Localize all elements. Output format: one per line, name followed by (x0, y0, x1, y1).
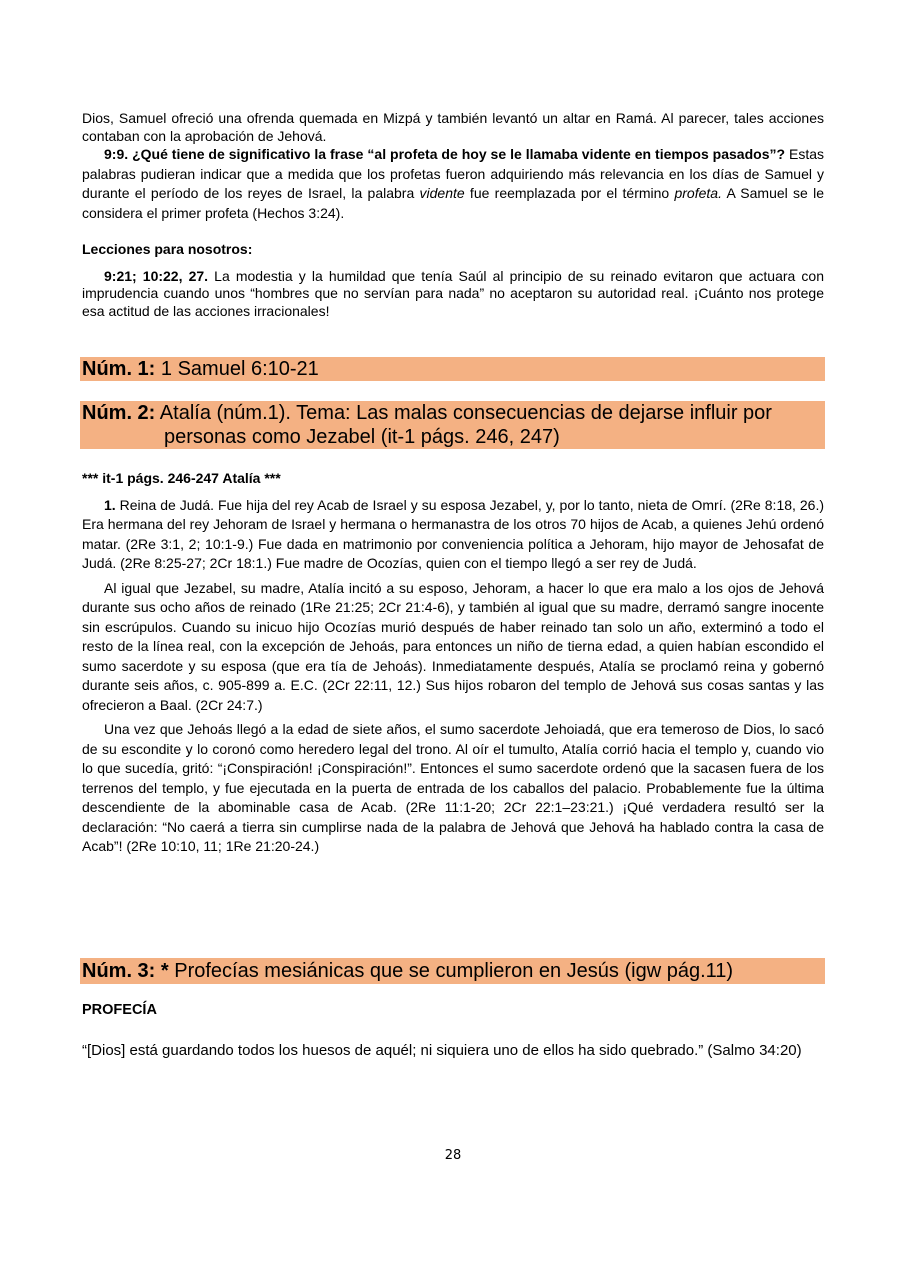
page-number: 28 (444, 1148, 462, 1163)
lessons-paragraph: 9:21; 10:22, 27. La modestia y la humildad que tenía Saúl al principio de su reinado evitaron que actuara con imprudencia cuando unos “hombres que no servían para nada” no aceptaron su autoridad real. ¡Cuánto nos protege esa actitud de las acciones irracionales! (82, 267, 824, 319)
num3-text: Profecías mesiánicas que se cumplieron en Jesús (igw pág.11) (174, 960, 734, 982)
num2-text-line1: Atalía (núm.1). Tema: Las malas consecuencias de dejarse influir por (159, 402, 772, 424)
num2-band (80, 401, 825, 449)
lessons-heading: Lecciones para nosotros: (82, 241, 253, 257)
profecia-heading: PROFECÍA (82, 1002, 157, 1018)
intro-paragraph-1: Dios, Samuel ofreció una ofrenda quemada en Mizpá y también levantó un altar en Ramá. Al parecer, tales acciones contaban con la aprobación de Jehová. (82, 110, 824, 144)
question-ref: 9:9. ¿Qué tiene de significativo la frase “al profeta de hoy se le llamaba vidente en tiempos pasados”? (104, 146, 786, 162)
num3-label: Núm. 3: * (82, 960, 169, 982)
atalia-paragraph-2: Al igual que Jezabel, su madre, Atalía incitó a su esposo, Jehoram, a hacer lo que era malo a los ojos de Jehová durante sus ocho años de reinado (1Re 21:25; 2Cr 21:4-6), y también al igual que su madre, derramó sangre inocente sin escrúpulos. Cuando su inicuo hijo Ocozías murió después de haber reinado tan solo un año, exterminó a todo el resto de la línea real, con la excepción de Jehoás, para entonces un niño de tierna edad, a quien habían escondido el sumo sacerdote y su esposa (que era tía de Jehoás). Inmediatamente después, Atalía se proclamó reina y gobernó durante seis años, c. 905-899 a. E.C. (2Cr 22:11, 12.) Sus hijos robaron del templo de Jehová sus cosas santas y las ofrecieron a Baal. (2Cr 24:7.) (82, 579, 824, 713)
profecia-text: “[Dios] está guardando todos los huesos de aquél; ni siquiera uno de ellos ha sido quebrado.” (Salmo 34:20) (82, 1041, 802, 1059)
intro-paragraph-2: 9:9. ¿Qué tiene de significativo la frase “al profeta de hoy se le llamaba vidente en tiempos pasados”? Estas palabras pudieran indicar que a medida que los profetas fueron adquiriendo más relevancia en los días de Samuel y durante el período de los reyes de Israel, la palabra vidente fue reemplazada por el término profeta. A Samuel se le considera el primer profeta (Hechos 3:24). (82, 146, 825, 221)
profecia-section (82, 1001, 824, 1061)
atalia-section (82, 469, 824, 857)
num2-text-line2: personas como Jezabel (it-1 págs. 246, 247) (164, 426, 560, 448)
atalia-paragraph-3: Una vez que Jehoás llegó a la edad de siete años, el sumo sacerdote Jehoiadá, que era temeroso de Dios, lo sacó de su escondite y lo coronó como heredero legal del trono. Al oír el tumulto, Atalía corrió hacia el templo y, cuando vio lo que sucedía, gritó: “¡Conspiración! ¡Conspiración!”. Entonces el sumo sacerdote ordenó que la sacasen fuera de los terrenos del templo, y fue ejecutada en la puerta de entrada de los caballos del palacio. Probablemente fue la última descendiente de la abominable casa de Acab. (2Re 11:1-20; 2Cr 22:1–23:21.) ¡Qué verdadera resultó ser la declaración: “No caerá a tierra sin cumplirse nada de la palabra de Jehová que Jehová ha hablado contra la casa de Acab”! (2Re 10:10, 11; 1Re 21:20-24.) (82, 721, 824, 854)
intro-section (82, 110, 824, 320)
num1-band (80, 357, 825, 381)
atalia-paragraph-1: 1. Reina de Judá. Fue hija del rey Acab de Israel y su esposa Jezabel, y, por lo tanto, nieta de Omrí. (2Re 8:18, 26.) Era hermana del rey Jehoram de Israel y hermana o hermanastra de los otros 70 hijos de Acab, a quienes Jehú ordenó matar. (2Re 3:1, 2; 10:1-9.) Fue dada en matrimonio por conveniencia política a Jehoram, hijo mayor de Jehosafat de Judá. (2Re 8:25-27; 2Cr 18:1.) Fue madre de Ocozías, quien con el tiempo llegó a ser rey de Judá. (82, 496, 824, 571)
atalia-heading: *** it-1 págs. 246-247 Atalía *** (82, 470, 281, 486)
num1-text: 1 Samuel 6:10-21 (160, 358, 319, 380)
num3-band (80, 958, 825, 984)
num1-label: Núm. 1: (82, 358, 156, 380)
num2-label: Núm. 2: (82, 402, 156, 424)
